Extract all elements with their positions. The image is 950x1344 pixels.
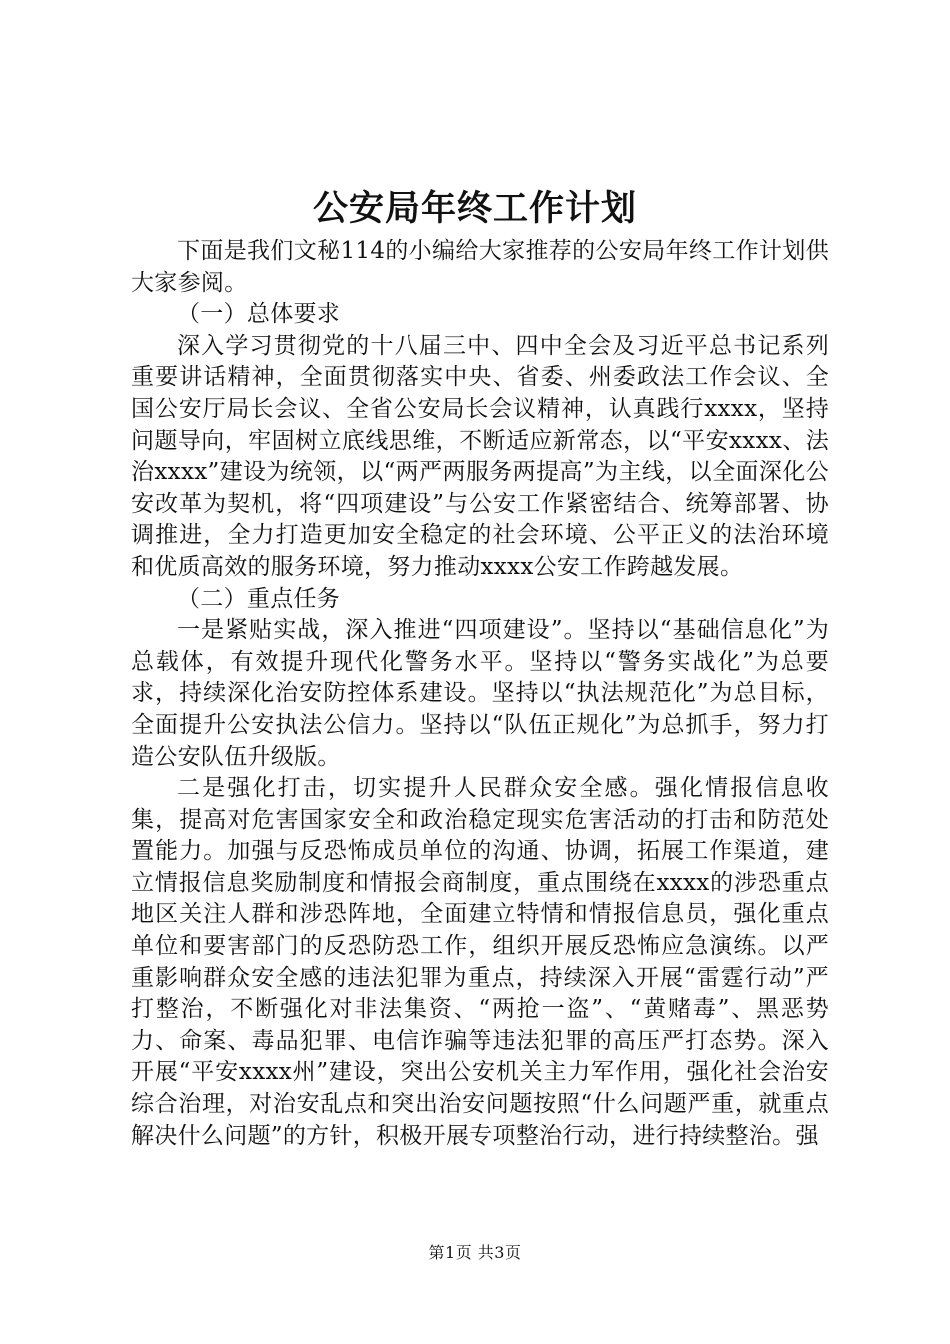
- section-heading-overall-requirements: （一）总体要求: [177, 301, 341, 328]
- key-task-two-paragraph: 二是强化打击，切实提升人民群众安全感。强化情报信息收集，提高对危害国家安全和政治稳定现实危害活动的打击和防范处置能力。加强与反恐怖成员单位的沟通、协调，拓展工作渠道，建立情报信息奖励制度和情报会商制度，重点围绕在xxxx的涉恐重点地区关注人群和涉恐阵地，全面建立特情和情报信息员，强化重点单位和要害部门的反恐防恐工作，组织开展反恐怖应急演练。以严重影响群众安全感的违法犯罪为重点，持续深入开展“雷霆行动”严打整治，不断强化对非法集资、“两抢一盗”、“黄赌毒”、黑恶势力、命案、毒品犯罪、电信诈骗等违法犯罪的高压严打态势。深入开展“平安xxxx州”建设，突出公安机关主力军作用，强化社会治安综合治理，对治安乱点和突出治安问题按照“什么问题严重，就重点解决什么问题”的方针，积极开展专项整治行动，进行持续整治。强: [131, 775, 829, 1149]
- overall-requirements-paragraph: 深入学习贯彻党的十八届三中、四中全会及习近平总书记系列重要讲话精神，全面贯彻落实中央、省委、州委政法工作会议、全国公安厅局长会议、全省公安局长会议精神，认真践行xxxx，坚持问题导向，牢固树立底线思维，不断适应新常态，以“平安xxxx、法治xxxx”建设为统领，以“两严两服务两提高”为主线，以全面深化公安改革为契机，将“四项建设”与公安工作紧密结合、统筹部署、协调推进，全力打造更加安全稳定的社会环境、公平正义的法治环境和优质高效的服务环境，努力推动xxxx公安工作跨越发展。: [131, 332, 829, 580]
- intro-paragraph: 下面是我们文秘114的小编给大家推荐的公安局年终工作计划供大家参阅。: [131, 238, 829, 296]
- document-title: 公安局年终工作计划: [312, 188, 637, 229]
- section-heading-key-tasks: （二）重点任务: [177, 585, 341, 612]
- page-number-footer: 第1页 共3页: [428, 1243, 522, 1262]
- key-task-one-paragraph: 一是紧贴实战，深入推进“四项建设”。坚持以“基础信息化”为总载体，有效提升现代化警务水平。坚持以“警务实战化”为总要求，持续深化治安防控体系建设。坚持以“执法规范化”为总目标，全面提升公安执法公信力。坚持以“队伍正规化”为总抓手，努力打造公安队伍升级版。: [131, 617, 829, 770]
- document-body: [131, 236, 829, 1152]
